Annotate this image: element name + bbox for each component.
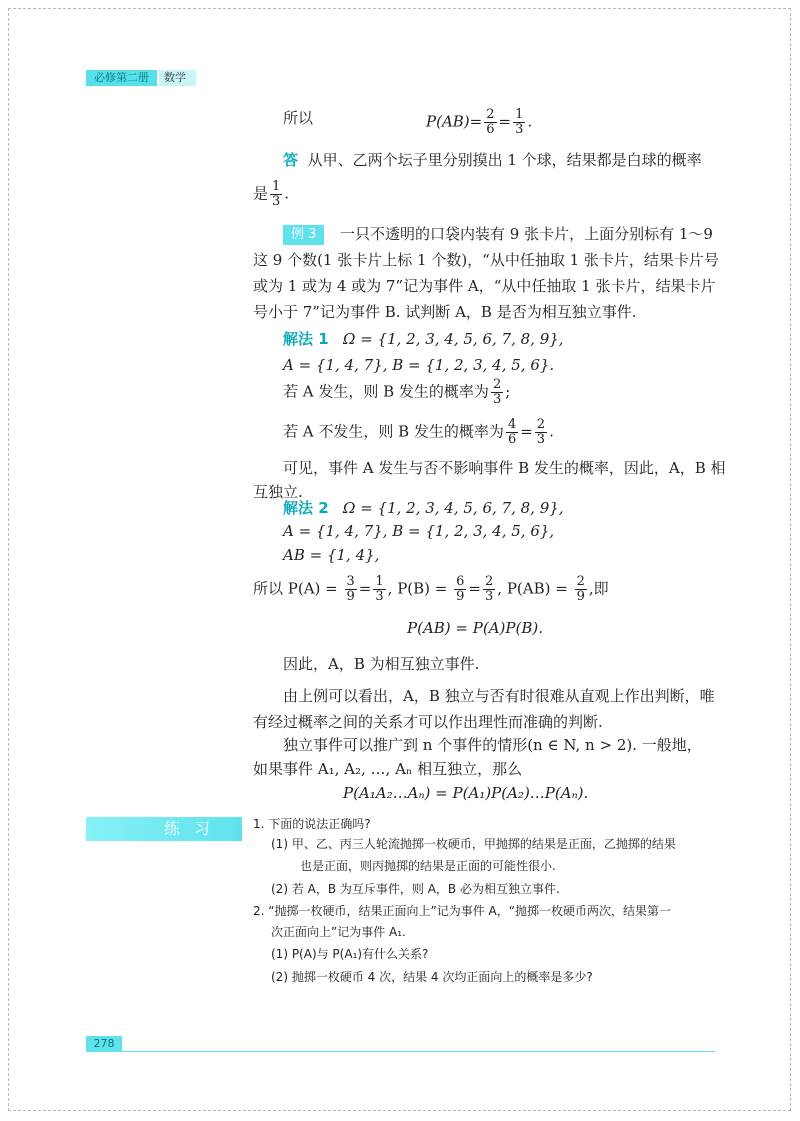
fraction-2-3c xyxy=(483,575,495,604)
frac-den: 9 xyxy=(456,589,465,604)
fraction-2-3 xyxy=(491,378,503,407)
answer-cont: 是 $\frac{1}{3}$ . xyxy=(253,179,290,209)
fraction-3-9 xyxy=(345,575,357,604)
fraction-6-9 xyxy=(454,575,466,604)
subject-tag: 数学 xyxy=(159,70,196,86)
pab-text: , P(AB) = xyxy=(497,579,568,598)
frac-num: 2 xyxy=(492,377,502,392)
sol2-ab: AB = {1, 4}, xyxy=(283,546,380,564)
frac-den: 3 xyxy=(492,392,502,407)
frac-den: 9 xyxy=(346,589,355,604)
text-suoyi: 所以 xyxy=(283,109,314,127)
example-line-1: 一只不透明的口袋内装有 9 张卡片，上面分别标有 1～9 xyxy=(340,225,713,243)
fraction-1-3b xyxy=(373,575,385,604)
sol2-so: 所以 P(A) = xyxy=(253,579,338,598)
example-line-3: 或为 1 或为 4 或为 7”记为事件 A，“从中任抽取 1 张卡片，结果卡片 xyxy=(253,277,716,295)
exercise-2-part-1: (1) P(A)与 P(A₁)有什么关系? xyxy=(271,947,429,961)
frac-den: 6 xyxy=(486,122,495,137)
pb-text: , P(B) = xyxy=(387,579,448,598)
sol1-concl-1: 可见，事件 A 发生与否不影响事件 B 发生的概率，因此，A，B 相 xyxy=(283,459,726,477)
frac-den: 3 xyxy=(536,432,546,447)
sol1-ifnot-text: 若 A 不发生，则 B 发生的概率为 xyxy=(283,422,504,441)
frac-den: 9 xyxy=(576,589,585,604)
sol2-equation: P(AB) = P(A)P(B). xyxy=(407,619,543,637)
footer-rule xyxy=(122,1051,715,1052)
frac-den: 3 xyxy=(485,589,494,604)
frac-num: 2 xyxy=(536,417,546,432)
solution1-label: 解法 1 xyxy=(283,330,329,348)
page-number: 278 xyxy=(86,1036,122,1052)
general-line-2: 如果事件 A₁, A₂, …, Aₙ 相互独立，那么 xyxy=(253,760,523,778)
eq-line-1 xyxy=(283,108,313,128)
running-header xyxy=(86,70,196,86)
answer-label: 答 xyxy=(283,151,299,169)
exercise-2-line-1: 2. “抛掷一枚硬币，结果正面向上”记为事件 A，“抛掷一枚硬币两次，结果第一 xyxy=(253,904,671,918)
sol1-if-text: 若 A 发生，则 B 发生的概率为 xyxy=(283,382,489,401)
sol2-conclusion: 因此，A，B 为相互独立事件. xyxy=(283,655,480,673)
note-line-2: 有经过概率之间的关系才可以作出理性而准确的判断. xyxy=(253,713,603,731)
fraction-2-6 xyxy=(484,108,496,137)
frac-den: 3 xyxy=(272,194,281,209)
solution2-label: 解法 2 xyxy=(283,499,329,517)
exercise-2-part-2: (2) 抛掷一枚硬币 4 次，结果 4 次均正面向上的概率是多少? xyxy=(271,970,593,984)
sol1-ifnot: 若 A 不发生，则 B 发生的概率为 $\frac{4}{6}$ = $\frac{2}{3}$ . xyxy=(283,417,554,447)
sol2-sets: A = {1, 4, 7}, B = {1, 2, 3, 4, 5, 6}, xyxy=(283,522,555,540)
example-label: 例 3 xyxy=(283,225,324,245)
practice-heading xyxy=(86,817,242,841)
frac-num: 2 xyxy=(485,574,494,589)
exercise-1-part-2: (2) 若 A，B 为互斥事件，则 A，B 必为相互独立事件. xyxy=(271,882,560,896)
solution2-line xyxy=(283,498,564,518)
fraction-2-9 xyxy=(575,575,587,604)
frac-num: 1 xyxy=(515,107,524,122)
fraction-4-6 xyxy=(506,418,518,447)
fraction-answer xyxy=(270,180,282,209)
sol2-omega: Ω = {1, 2, 3, 4, 5, 6, 7, 8, 9}, xyxy=(342,499,564,517)
exercise-1-part-1b: 也是正面，则丙抛掷的结果是正面的可能性很小. xyxy=(300,859,556,873)
sol1-concl-2: 互独立. xyxy=(253,483,303,501)
answer-text: 从甲、乙两个坛子里分别摸出 1 个球，结果都是白球的概率 xyxy=(307,151,702,169)
answer-cont-text: 是 xyxy=(253,184,269,203)
frac-num: 6 xyxy=(456,574,465,589)
answer-line xyxy=(283,150,702,170)
fraction-2-3b xyxy=(535,418,547,447)
practice-title: 练习 xyxy=(163,819,224,838)
formula-pab: P(AB)= xyxy=(426,112,483,131)
frac-num: 2 xyxy=(576,574,585,589)
sol2-probabilities: 所以 P(A) = $\frac{3}{9}$ = $\frac{1}{3}$ , P(B) = $\frac{6}{9}$ = $\frac{2}{3}$ , P(AB) = $\frac{2}{9}$ ,即 xyxy=(253,574,609,604)
exercise-1: 1. 下面的说法正确吗? xyxy=(253,817,371,831)
note-line-1: 由上例可以看出，A，B 独立与否有时很难从直观上作出判断，唯 xyxy=(283,687,715,705)
exercise-1-part-1a: (1) 甲、乙、丙三人轮流抛掷一枚硬币，甲抛掷的结果是正面，乙抛掷的结果 xyxy=(271,837,676,851)
fraction-1-3 xyxy=(513,108,525,137)
example-line-2: 这 9 个数(1 张卡片上标 1 个数)，“从中任抽取 1 张卡片，结果卡片号 xyxy=(253,251,719,269)
exercise-2-line-2: 次正面向上”记为事件 A₁. xyxy=(271,925,406,939)
solution1-line xyxy=(283,329,564,349)
general-line-1: 独立事件可以推广到 n 个事件的情形(n ∈ N, n > 2). 一般地， xyxy=(283,736,702,754)
sol2-ji: 即 xyxy=(593,579,609,598)
frac-num: 4 xyxy=(507,417,517,432)
sol1-omega: Ω = {1, 2, 3, 4, 5, 6, 7, 8, 9}, xyxy=(342,330,564,348)
frac-num: 2 xyxy=(486,107,495,122)
frac-num: 1 xyxy=(272,179,281,194)
sol1-sets: A = {1, 4, 7}, B = {1, 2, 3, 4, 5, 6}. xyxy=(283,356,555,374)
example-line-4: 号小于 7”记为事件 B. 试判断 A，B 是否为相互独立事件. xyxy=(253,303,637,321)
general-equation: P(A₁A₂…Aₙ) = P(A₁)P(A₂)…P(Aₙ). xyxy=(343,784,589,802)
frac-den: 6 xyxy=(507,432,517,447)
frac-den: 3 xyxy=(515,122,524,137)
book-tag: 必修第二册 xyxy=(86,70,157,86)
frac-num: 1 xyxy=(375,574,384,589)
eq-pab: P(AB)= $\frac{2}{6}$ = $\frac{1}{3}$ . xyxy=(426,107,533,137)
frac-num: 3 xyxy=(346,574,355,589)
sol1-if: 若 A 发生，则 B 发生的概率为 $\frac{2}{3}$ ; xyxy=(283,377,511,407)
frac-den: 3 xyxy=(375,589,384,604)
